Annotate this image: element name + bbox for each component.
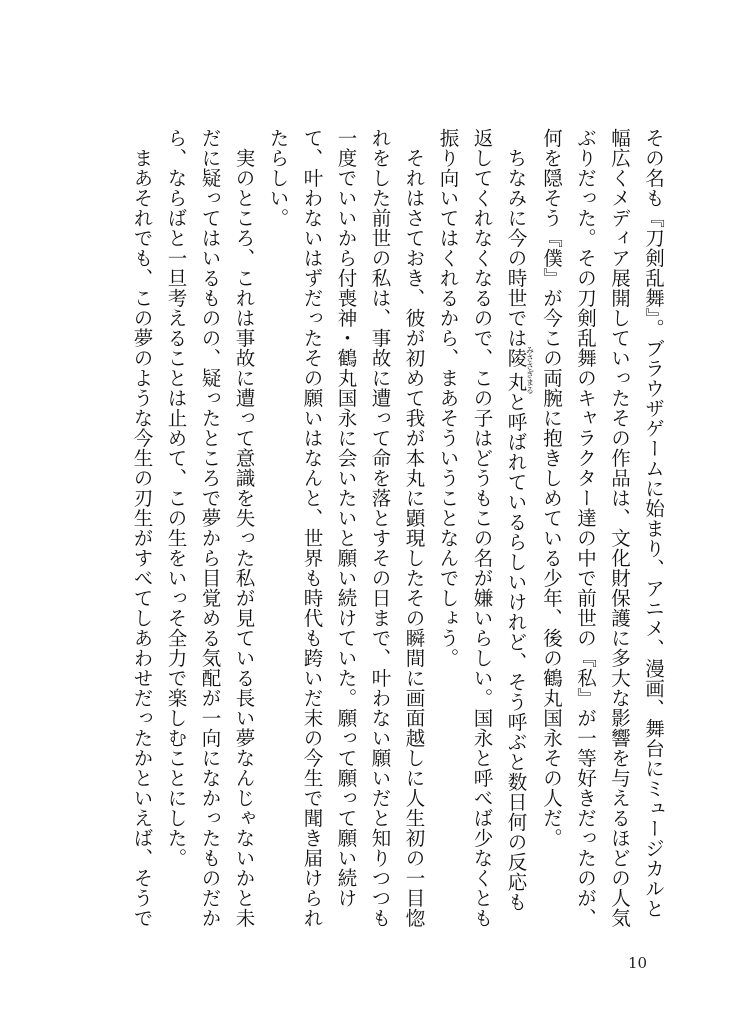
page-number: 10 xyxy=(628,954,648,972)
ruby-base: 陵丸 xyxy=(504,345,528,394)
paragraph-5: まあそれでも、この夢のような今生の刃生がすべてしあわせだったかといえば、そうで xyxy=(130,147,154,928)
paragraph-2-rest: と呼ばれているらしいけれど、そう呼ぶと数日何の反応も返してくれなくなるので、この子はどうもこの名が嫌いらしい。国永と呼べば少なくとも振り向いてはくれるから、まあそういうことなんでしょう。 xyxy=(436,128,528,928)
ruby-reading: みささぎまる xyxy=(525,345,535,394)
paragraph-1: その名も『刀剣乱舞』。ブラウザゲームに始まり、アニメ、漫画、舞台にミュージカルと幅広くメディア展開していったその作品は、文化財保護に多大な影響を与えるほどの人気ぶりだった。その刀剣乱舞のキャラクター達の中で前世の『私』が一等好きだったのが、何を隠そう『僕』が今この両腕に抱きしめている少年、後の鶴丸国永その人だ。 xyxy=(540,128,665,928)
paragraph-3: それはさておき、彼が初めて我が本丸に顕現したその瞬間に画面越しに人生初の一目惚れをした前世の私は、事故に遭って命を落とすその日まで、叶わない願いだと知りつつも一度でいいから付喪神・鶴丸国永に会いたいと願い続けていた。願って願って願い続けて、叶わないはずだったその願いはなんと、世界も時代も跨いだ末の今生で聞き届けられたらしい。 xyxy=(266,128,426,928)
ruby-name-misasagimaru xyxy=(504,345,535,394)
vertical-text-block xyxy=(125,128,671,928)
paragraph-4: 実のところ、これは事故に遭って意識を失った私が見ている長い夢なんじゃないかと未だに疑ってはいるものの、疑ったところで夢から目覚める気配が一向になかったものだから、ならばと一旦考えることは止めて、この生をいっそ全力で楽しむことにした。 xyxy=(164,128,256,928)
paragraph-2 xyxy=(431,128,535,928)
paragraph-2-lead: ちなみに今の時世では xyxy=(504,147,528,348)
